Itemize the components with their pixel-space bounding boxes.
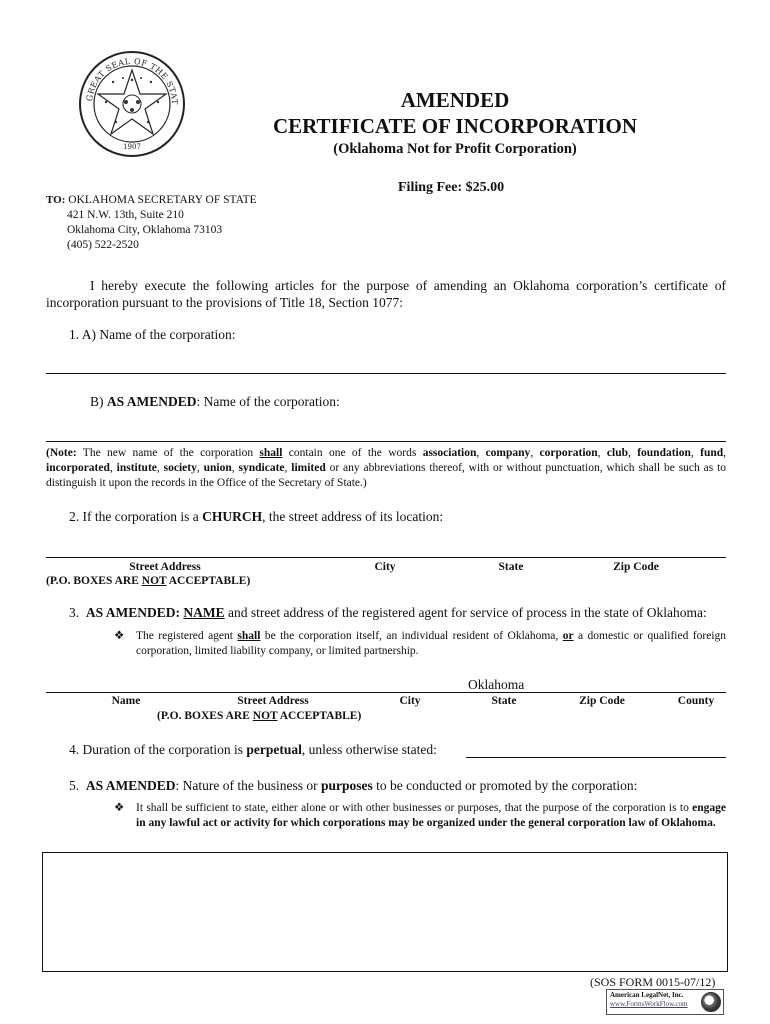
- publisher-badge: [606, 989, 724, 1015]
- registered-agent-field[interactable]: [46, 692, 726, 693]
- amended-name-field[interactable]: [46, 441, 726, 442]
- diamond-bullet-icon: ❖: [114, 802, 125, 814]
- agent-po-box-warning: (P.O. BOXES ARE NOT ACCEPTABLE): [157, 710, 362, 722]
- col-street-address: Street Address: [129, 561, 201, 573]
- item4-label: 4. Duration of the corporation is perpetual, unless otherwise stated:: [69, 742, 437, 757]
- form-number: (SOS FORM 0015-07/12): [590, 975, 716, 989]
- name-note: (Note: The new name of the corporation shall contain one of the words association, company, corporation, club, foundation, fund, incorporated, institute, society, union, syndicate, limited or any abbreviations thereof, with or without punctuation, which shall be such as to distinguish it upon the records in the Office of the Secretary of State.): [46, 447, 727, 489]
- publisher-name: American LegalNet, Inc.: [610, 991, 684, 999]
- to-line1: OKLAHOMA SECRETARY OF STATE: [68, 194, 257, 206]
- to-line3: Oklahoma City, Oklahoma 73103: [67, 224, 223, 236]
- purposes-text-box[interactable]: [42, 852, 728, 972]
- filing-fee: Filing Fee: $25.00: [398, 180, 505, 195]
- item1-a-label: 1. A) Name of the corporation:: [69, 327, 236, 342]
- col-zip: Zip Code: [613, 561, 659, 573]
- col-name: Name: [111, 695, 141, 707]
- item2-label: 2. If the corporation is a CHURCH, the street address of its location:: [69, 509, 444, 524]
- col-city: City: [374, 561, 396, 573]
- item5-label: 5. AS AMENDED: Nature of the business or purposes to be conducted or promoted by the corporation:: [69, 778, 638, 793]
- to-line4: (405) 522-2520: [67, 239, 139, 251]
- col-state: State: [498, 561, 524, 573]
- subtitle: (Oklahoma Not for Profit Corporation): [333, 141, 577, 157]
- duration-field[interactable]: [466, 757, 726, 758]
- po-box-warning: (P.O. BOXES ARE NOT ACCEPTABLE): [46, 575, 251, 587]
- to-label: TO:: [46, 194, 66, 206]
- agent-bullet: ❖ The registered agent shall be the corporation itself, an individual resident of Oklahoma, or a domestic or qualified foreign corporation, limited liability company, or limited partnership.: [114, 630, 726, 657]
- col-agent-zip: Zip Code: [579, 695, 625, 707]
- svg-text:1907: 1907: [123, 143, 141, 151]
- to-address-block: [46, 193, 257, 253]
- diamond-bullet-icon: ❖: [114, 630, 125, 642]
- to-line2: 421 N.W. 13th, Suite 210: [67, 209, 184, 221]
- publisher-website[interactable]: www.FormsWorkFlow.com: [610, 1000, 688, 1008]
- publisher-logo-icon: [701, 992, 721, 1012]
- corporation-name-field[interactable]: [46, 373, 726, 374]
- purpose-bullet: ❖ It shall be sufficient to state, either alone or with other businesses or purposes, that the purpose of the corporation is to engage in any lawful act or activity for which corporations may be organized under the general corporation law of Oklahoma.: [114, 802, 726, 829]
- col-agent-state: State: [491, 695, 517, 707]
- item1-b-label: B) AS AMENDED: Name of the corporation:: [90, 394, 340, 409]
- title-amended: AMENDED: [400, 88, 510, 112]
- col-agent-street: Street Address: [237, 695, 309, 707]
- title-certificate: CERTIFICATE OF INCORPORATION: [272, 114, 638, 138]
- agent-state-value: Oklahoma: [468, 677, 525, 692]
- item3-label: 3. AS AMENDED: NAME and street address of the registered agent for service of process in the state of Oklahoma:: [69, 605, 707, 620]
- col-agent-city: City: [399, 695, 421, 707]
- svg-text:GREAT SEAL OF THE STATE OF OKL: GREAT SEAL OF THE STAT: [85, 56, 180, 106]
- church-address-field[interactable]: [46, 557, 726, 558]
- col-agent-county: County: [677, 695, 715, 707]
- intro-paragraph: I hereby execute the following articles for the purpose of amending an Oklahoma corporation’s certificate of incorporation pursuant to the provisions of Title 18, Section 1077:: [46, 278, 726, 310]
